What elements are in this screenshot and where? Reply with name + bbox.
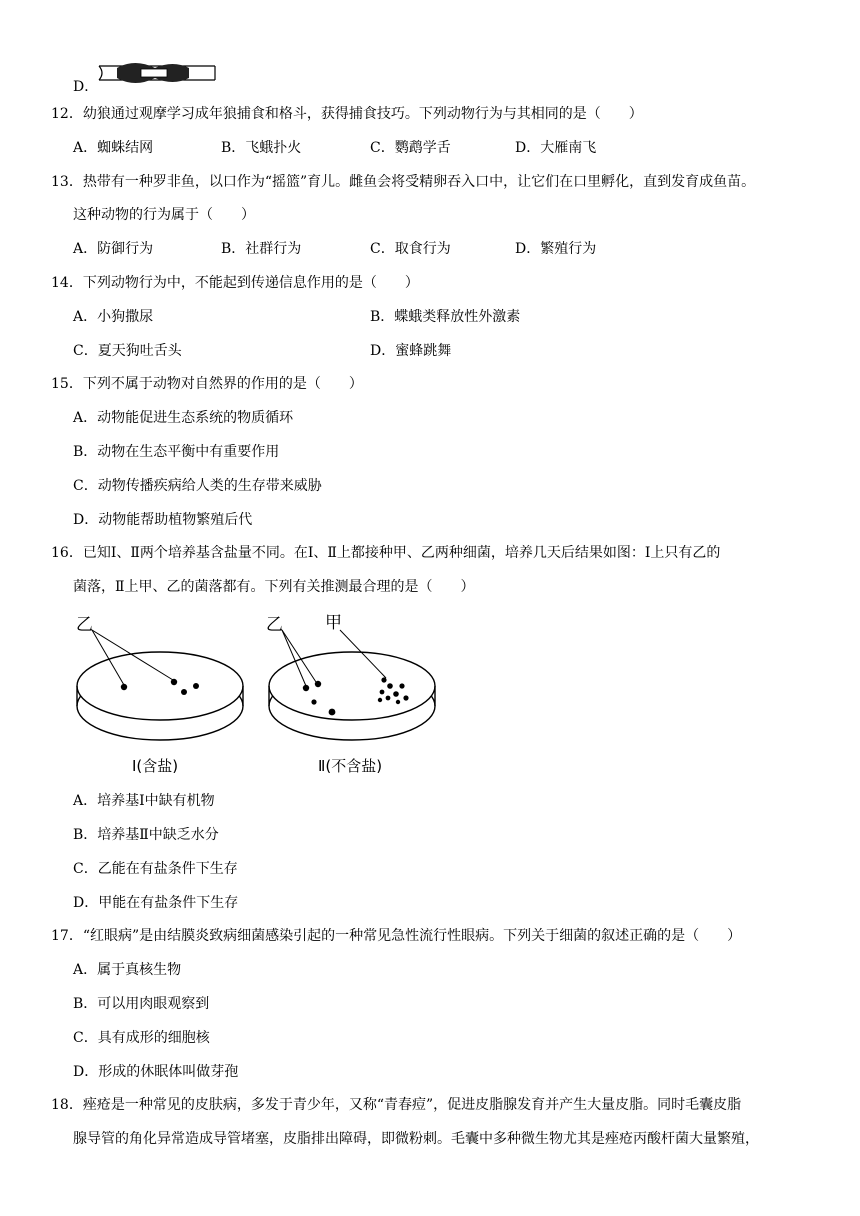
q14-option-c: C．夏天狗吐舌头	[73, 343, 182, 359]
q16-option-c: C．乙能在有盐条件下生存	[73, 861, 238, 877]
q16-stem-line1: 16．已知Ⅰ、Ⅱ两个培养基含盐量不同。在Ⅰ、Ⅱ上都接种甲、乙两种细菌，培养几天后结果如图：Ⅰ上只有乙的	[51, 545, 721, 561]
q15-stem: 15．下列不属于动物对自然界的作用的是（ ）	[51, 376, 363, 392]
q17-option-b: B．可以用肉眼观察到	[73, 996, 210, 1012]
q16-option-b: B．培养基Ⅱ中缺乏水分	[73, 827, 219, 843]
q15-option-d: D．动物能帮助植物繁殖后代	[73, 512, 253, 528]
q16-option-d: D．甲能在有盐条件下生存	[73, 895, 239, 911]
q16-stem-line2: 菌落，Ⅱ上甲、乙的菌落都有。下列有关推测最合理的是（ ）	[73, 579, 475, 595]
q12-option-a: A．蜘蛛结网	[73, 140, 154, 156]
q18-stem-line2: 腺导管的角化异常造成导管堵塞，皮脂排出障碍，即微粉刺。毛囊中多种微生物尤其是痤疮丙酸杆菌大量繁殖，	[73, 1131, 759, 1147]
petri-dish-1	[77, 630, 243, 740]
q13-option-d: D．繁殖行为	[515, 241, 597, 257]
q16-option-a: A．培养基Ⅰ中缺有机物	[73, 793, 215, 809]
q13-option-c: C．取食行为	[370, 241, 451, 257]
dish1-label: 乙	[76, 615, 93, 635]
q15-option-b: B．动物在生态平衡中有重要作用	[73, 444, 280, 460]
q12-option-d: D．大雁南飞	[515, 140, 597, 156]
q17-option-a: A．属于真核生物	[73, 962, 182, 978]
dish2-label-jia: 甲	[325, 613, 342, 633]
q17-stem: 17．“红眼病”是由结膜炎致病细菌感染引起的一种常见急性流行性眼病。下列关于细菌的叙述正确的是（ ）	[51, 928, 742, 944]
q12-option-b: B．飞蛾扑火	[221, 140, 302, 156]
q13-stem-line1: 13．热带有一种罗非鱼，以口作为“摇篮”育儿。雌鱼会将受精卵吞入口中，让它们在口里孵化，直到发育成鱼苗。	[51, 174, 756, 190]
q15-option-c: C．动物传播疾病给人类的生存带来威胁	[73, 478, 322, 494]
q12-stem: 12．幼狼通过观摩学习成年狼捕食和格斗，获得捕食技巧。下列动物行为与其相同的是（ ）	[51, 106, 643, 122]
q18-stem-line1: 18．痤疮是一种常见的皮肤病，多发于青少年，又称“青春痘”，促进皮脂腺发育并产生大量皮脂。同时毛囊皮脂	[51, 1097, 742, 1113]
q15-option-a: A．动物能促进生态系统的物质循环	[73, 410, 294, 426]
dish2-caption: Ⅱ(不含盐)	[318, 757, 383, 775]
petri-dish-2	[269, 630, 435, 740]
q12-option-c: C．鹦鹉学舌	[370, 140, 451, 156]
q11-option-d-label: D．	[73, 79, 99, 95]
q17-option-c: C．具有成形的细胞核	[73, 1030, 210, 1046]
q13-option-b: B．社群行为	[221, 241, 302, 257]
q14-option-d: D．蜜蜂跳舞	[370, 343, 452, 359]
q11-option-d-image	[97, 56, 217, 90]
q17-option-d: D．形成的休眠体叫做芽孢	[73, 1064, 239, 1080]
dish1-caption: Ⅰ(含盐)	[132, 757, 179, 775]
q14-stem: 14．下列动物行为中，不能起到传递信息作用的是（ ）	[51, 275, 419, 291]
q13-option-a: A．防御行为	[73, 241, 154, 257]
q14-option-a: A．小狗撒尿	[73, 309, 154, 325]
q16-petri-dish-figure	[60, 608, 460, 778]
dish2-label-yi: 乙	[266, 615, 283, 635]
q14-option-b: B．蝶蛾类释放性外激素	[370, 309, 521, 325]
q13-stem-line2: 这种动物的行为属于（ ）	[73, 207, 255, 223]
